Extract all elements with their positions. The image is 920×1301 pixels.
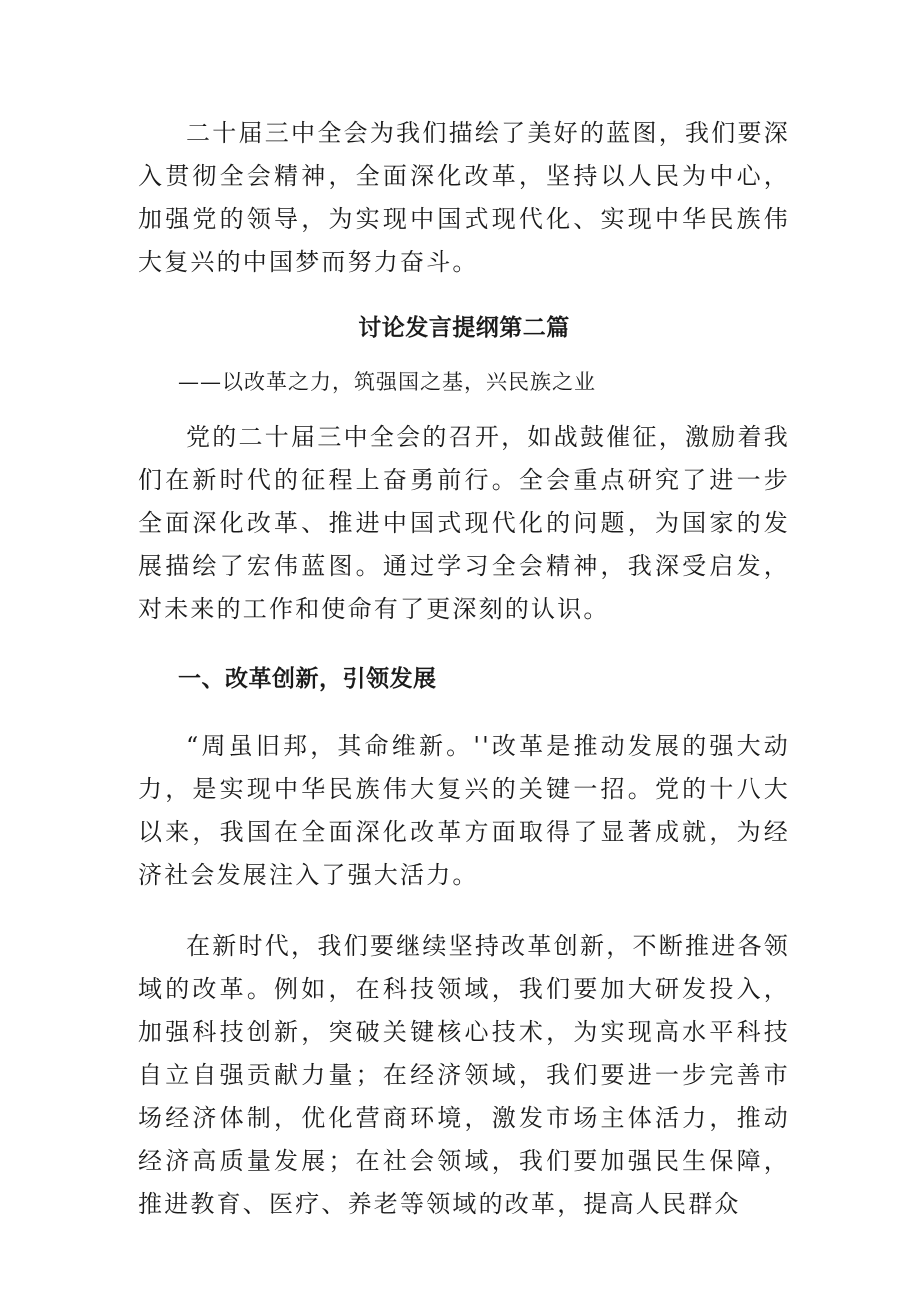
heading-reform-innovation: 一、改革创新，引领发展 [178, 666, 437, 692]
section-title: 讨论发言提纲第二篇 [358, 315, 570, 341]
intro-paragraph: 二十届三中全会为我们描绘了美好的蓝图，我们要深入贯彻全会精神，全面深化改革，坚持以人民为中心，加强党的领导，为实现中国式现代化、实现中华民族伟大复兴的中国梦而努力奋斗。 [138, 119, 790, 276]
section-subtitle: ——以改革之力，筑强国之基，兴民族之业 [178, 370, 596, 394]
new-era-paragraph: 在新时代，我们要继续坚持改革创新，不断推进各领域的改革。例如，在科技领域，我们要加大研发投入，加强科技创新，突破关键核心技术，为实现高水平科技自立自强贡献力量；在经济领域，我们要进一步完善市场经济体制，优化营商环境，激发市场主体活力，推动经济高质量发展；在社会领域，我们要加强民生保障，推进教育、医疗、养老等领域的改革，提高人民群众 [138, 932, 790, 1218]
opening-paragraph: 党的二十届三中全会的召开，如战鼓催征，激励着我们在新时代的征程上奋勇前行。全会重点研究了进一步全面深化改革、推进中国式现代化的问题，为国家的发展描绘了宏伟蓝图。通过学习全会精神，我深受启发，对未来的工作和使命有了更深刻的认识。 [138, 423, 790, 623]
quote-paragraph: “周虽旧邦，其命维新。''改革是推动发展的强大动力，是实现中华民族伟大复兴的关键一招。党的十八大以来，我国在全面深化改革方面取得了显著成就，为经济社会发展注入了强大活力。 [138, 732, 790, 889]
document-body [138, 112, 790, 1226]
